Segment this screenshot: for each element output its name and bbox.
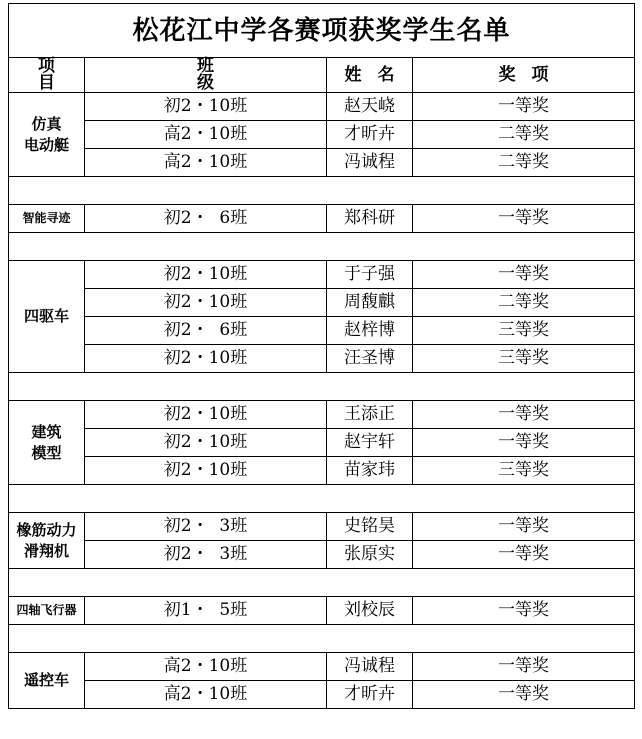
name-cell: 郑科研 [327, 205, 413, 233]
table-row [9, 653, 635, 681]
table-row [9, 457, 635, 485]
award-cell: 一等奖 [413, 261, 635, 289]
name-cell: 刘校辰 [327, 597, 413, 625]
category-label: 电动艇 [23, 135, 69, 154]
category-label: 滑翔机 [23, 541, 69, 560]
class-cell: 初2・ 3班 [85, 541, 327, 569]
name-cell: 才昕卉 [327, 121, 413, 149]
award-list-sheet [8, 3, 634, 709]
separator-row [9, 569, 635, 597]
header-category: 项目 [9, 58, 85, 93]
award-table [8, 3, 635, 709]
class-cell: 初1・ 5班 [85, 597, 327, 625]
separator-row [9, 485, 635, 513]
category-label: 建筑 [31, 423, 62, 442]
category-cell [9, 401, 85, 485]
page-title: 松花江中学各赛项获奖学生名单 [9, 4, 635, 58]
award-cell: 三等奖 [413, 345, 635, 373]
award-cell: 一等奖 [413, 541, 635, 569]
table-row [9, 205, 635, 233]
table-row [9, 93, 635, 121]
separator-cell [9, 485, 635, 513]
class-cell: 初2・10班 [85, 429, 327, 457]
category-label: 四轴飞行器 [16, 603, 77, 618]
class-cell: 高2・10班 [85, 149, 327, 177]
award-cell: 一等奖 [413, 653, 635, 681]
name-cell: 赵梓博 [327, 317, 413, 345]
category-label: 遥控车 [23, 671, 69, 690]
class-cell: 初2・10班 [85, 261, 327, 289]
separator-row [9, 625, 635, 653]
table-row [9, 401, 635, 429]
table-row [9, 149, 635, 177]
class-cell: 初2・10班 [85, 401, 327, 429]
separator-cell [9, 177, 635, 205]
name-cell: 张原实 [327, 541, 413, 569]
award-cell: 二等奖 [413, 149, 635, 177]
name-cell: 赵天峣 [327, 93, 413, 121]
table-row [9, 513, 635, 541]
award-cell: 一等奖 [413, 401, 635, 429]
name-cell: 王添正 [327, 401, 413, 429]
table-row [9, 541, 635, 569]
table-row [9, 597, 635, 625]
category-label: 橡筋动力 [16, 521, 77, 540]
class-cell: 初2・10班 [85, 345, 327, 373]
category-cell [9, 597, 85, 625]
award-cell: 一等奖 [413, 205, 635, 233]
header-class: 班级 [85, 58, 327, 93]
separator-row [9, 177, 635, 205]
award-cell: 一等奖 [413, 429, 635, 457]
category-cell [9, 205, 85, 233]
separator-cell [9, 233, 635, 261]
award-cell: 二等奖 [413, 289, 635, 317]
award-cell: 三等奖 [413, 317, 635, 345]
award-cell: 一等奖 [413, 513, 635, 541]
class-cell: 初2・10班 [85, 289, 327, 317]
category-label: 仿真 [31, 115, 62, 134]
class-cell: 初2・10班 [85, 93, 327, 121]
award-cell: 一等奖 [413, 681, 635, 709]
category-cell [9, 653, 85, 709]
header-name: 姓名 [327, 58, 413, 93]
award-cell: 三等奖 [413, 457, 635, 485]
class-cell: 初2・ 6班 [85, 317, 327, 345]
category-cell [9, 93, 85, 177]
category-cell [9, 261, 85, 373]
category-label: 模型 [31, 443, 62, 462]
award-cell: 一等奖 [413, 597, 635, 625]
category-cell [9, 513, 85, 569]
separator-row [9, 373, 635, 401]
separator-cell [9, 569, 635, 597]
name-cell: 赵宇轩 [327, 429, 413, 457]
table-row [9, 345, 635, 373]
separator-row [9, 233, 635, 261]
separator-cell [9, 373, 635, 401]
header-award: 奖项 [413, 58, 635, 93]
table-row [9, 429, 635, 457]
name-cell: 于子强 [327, 261, 413, 289]
award-cell: 二等奖 [413, 121, 635, 149]
class-cell: 高2・10班 [85, 681, 327, 709]
name-cell: 才昕卉 [327, 681, 413, 709]
class-cell: 初2・10班 [85, 457, 327, 485]
category-label: 四驱车 [23, 307, 69, 326]
separator-cell [9, 625, 635, 653]
name-cell: 周馥麒 [327, 289, 413, 317]
name-cell: 史铭昊 [327, 513, 413, 541]
category-label: 智能寻迹 [22, 211, 71, 226]
name-cell: 苗家玮 [327, 457, 413, 485]
class-cell: 高2・10班 [85, 121, 327, 149]
name-cell: 冯诚程 [327, 653, 413, 681]
award-cell: 一等奖 [413, 93, 635, 121]
name-cell: 汪圣博 [327, 345, 413, 373]
table-row [9, 681, 635, 709]
class-cell: 高2・10班 [85, 653, 327, 681]
table-row [9, 317, 635, 345]
table-row [9, 121, 635, 149]
table-row [9, 289, 635, 317]
class-cell: 初2・ 3班 [85, 513, 327, 541]
table-row [9, 261, 635, 289]
name-cell: 冯诚程 [327, 149, 413, 177]
class-cell: 初2・ 6班 [85, 205, 327, 233]
